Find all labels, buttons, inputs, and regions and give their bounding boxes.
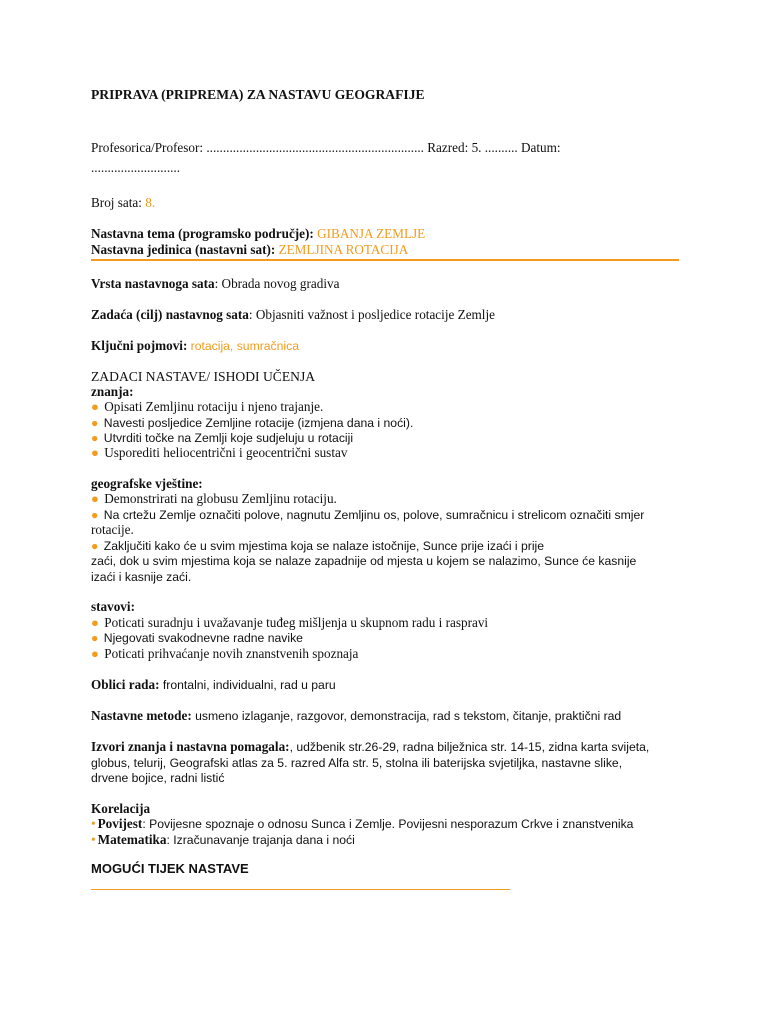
list-item-continuation: rotacije. [91, 522, 134, 537]
correlation-math [91, 832, 355, 848]
bullet-icon: ● [91, 445, 99, 460]
correlation-history [91, 816, 633, 832]
teaching-methods [91, 708, 621, 724]
list-item: ● Njegovati svakodnevne radne navike [91, 631, 303, 645]
lesson-number-value: 8. [145, 195, 156, 210]
methods-value: usmeno izlaganje, razgovor, demonstracija, rad s tekstom, čitanje, praktični rad [191, 709, 622, 723]
history-label: Povijest [97, 816, 143, 831]
lesson-type-label: Vrsta nastavnoga sata [91, 276, 215, 291]
teacher-line [91, 140, 561, 156]
methods-label: Nastavne metode: [91, 708, 192, 723]
topic-line [91, 226, 425, 242]
bullet-icon: ● [91, 416, 99, 430]
bullet-icon: ● [91, 491, 99, 506]
list-item: ● Demonstrirati na globusu Zemljinu rotaciju. [91, 491, 337, 506]
list-item: ● Na crtežu Zemlje označiti polove, nagnutu Zemljinu os, polove, sumračnicu i strelicom označiti smjer [91, 508, 645, 522]
list-item-continuation: zaći, dok u svim mjestima koja se nalaze zapadnije od mjesta u kojem se nalazimo, Sunce će kasnije [91, 554, 637, 568]
date-dots: ........................... [91, 160, 181, 175]
math-label: Matematika [97, 832, 167, 847]
goal-label: Zadaća (cilj) nastavnog sata [91, 307, 249, 322]
work-forms-value: frontalni, individualni, rad u paru [159, 678, 336, 692]
work-forms [91, 677, 336, 693]
math-value: : Izračunavanje trajanja dana i noći [166, 833, 355, 847]
bullet-icon: • [91, 832, 96, 847]
key-terms [91, 338, 299, 354]
orange-underline [91, 889, 510, 890]
lesson-number-label: Broj sata: [91, 195, 146, 210]
sources-label: Izvori znanja i nastavna pomagala: [91, 739, 290, 754]
topic-label: Nastavna tema (programsko područje): [91, 226, 318, 241]
bullet-icon: ● [91, 631, 99, 645]
list-item-continuation: izaći i kasnije zaći. [91, 570, 192, 584]
sources-line-2: globus, telurij, Geografski atlas za 5. razred Alfa str. 5, stolna ili baterijska svjetiljka, nastavne slike, [91, 756, 623, 770]
list-item: ● Poticati prihvaćanje novih znanstvenih spoznaja [91, 646, 359, 661]
list-item: ● Navesti posljedice Zemljine rotacije (izmjena dana i noći). [91, 416, 414, 430]
bullet-icon: ● [91, 508, 99, 522]
list-item: ● Poticati suradnju i uvažavanje tuđeg mišljenja u skupnom radu i raspravi [91, 615, 489, 630]
topic-value: GIBANJA ZEMLJE [317, 226, 426, 241]
date-label: Datum: [521, 140, 561, 155]
bullet-icon: ● [91, 615, 99, 630]
unit-value: ZEMLJINA ROTACIJA [278, 242, 409, 257]
lesson-type [91, 276, 339, 292]
bullet-icon: • [91, 816, 96, 831]
flow-heading: MOGUĆI TIJEK NASTAVE [91, 861, 249, 876]
skills-heading: geografske vještine: [91, 476, 203, 491]
bullet-icon: ● [91, 399, 99, 414]
outcomes-heading: ZADACI NASTAVE/ ISHODI UČENJA [91, 369, 316, 384]
unit-label: Nastavna jedinica (nastavni sat): [91, 242, 279, 257]
work-forms-label: Oblici rada: [91, 677, 160, 692]
list-item: ● Opisati Zemljinu rotaciju i njeno trajanje. [91, 399, 324, 414]
list-item: ● Usporediti heliocentrični i geocentrični sustav [91, 445, 348, 460]
grade-value: 5. .......... [468, 140, 522, 155]
teacher-dots: .................................................................. [203, 140, 428, 155]
teacher-label: Profesorica/Profesor: [91, 140, 204, 155]
list-item: ● Utvrditi točke na Zemlji koje sudjeluju u rotaciji [91, 431, 354, 445]
sources-line-1 [91, 739, 649, 755]
bullet-icon: ● [91, 646, 99, 661]
knowledge-heading: znanja: [91, 384, 134, 399]
attitudes-heading: stavovi: [91, 599, 135, 614]
page-title: PRIPRAVA (PRIPREMA) ZA NASTAVU GEOGRAFIJE [91, 87, 425, 102]
lesson-number [91, 195, 155, 211]
grade-label: Razred: [427, 140, 469, 155]
key-terms-label: Ključni pojmovi: [91, 338, 191, 353]
lesson-type-value: : Obrada novog gradiva [214, 276, 340, 291]
sources-value-1: , udžbenik str.26-29, radna bilježnica str. 14-15, zidna karta svijeta, [289, 740, 650, 754]
bullet-icon: ● [91, 539, 99, 553]
unit-line [91, 242, 408, 258]
orange-divider [91, 259, 679, 261]
goal-value: : Objasniti važnost i posljedice rotacije Zemlje [248, 307, 495, 322]
list-item: ● Zaključiti kako će u svim mjestima koja se nalaze istočnije, Sunce prije izaći i prije [91, 539, 545, 553]
correlation-heading: Korelacija [91, 801, 151, 816]
lesson-goal [91, 307, 495, 323]
history-value: : Povijesne spoznaje o odnosu Sunca i Zemlje. Povijesni nesporazum Crkve i znanstvenika [142, 817, 634, 831]
sources-line-3: drvene bojice, radni listić [91, 771, 225, 785]
bullet-icon: ● [91, 431, 99, 445]
key-terms-value: rotacija, sumračnica [190, 339, 300, 353]
